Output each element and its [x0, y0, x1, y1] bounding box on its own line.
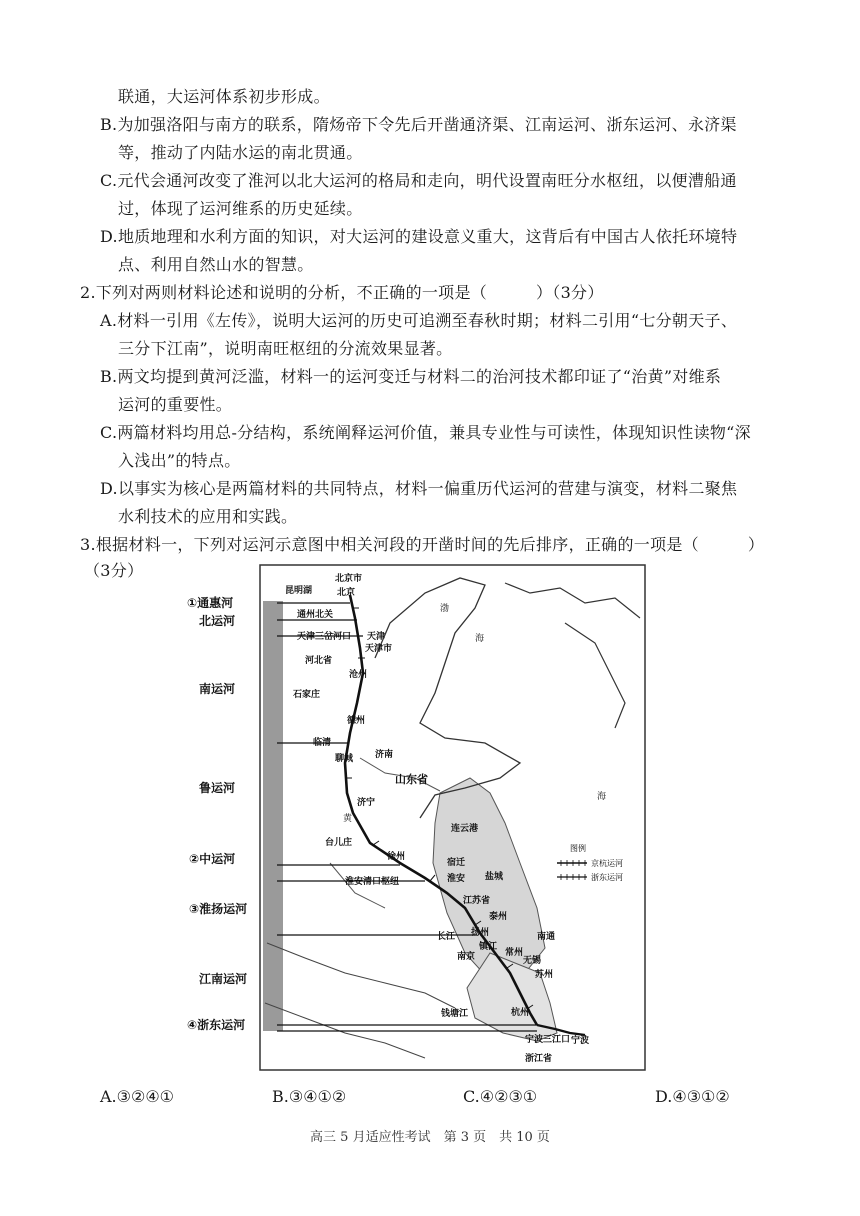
text-line: 联通，大运河体系初步形成。 [118, 87, 330, 106]
place-label: 济南 [375, 750, 394, 760]
place-label: 北京 [337, 588, 356, 598]
text-line: B.两文均提到黄河泛滥，材料一的运河变迁与材料二的治河技术都印证了“治黄”对维系 [100, 367, 722, 386]
place-label: 南通 [537, 932, 556, 942]
segment-label: ④浙东运河 [187, 1018, 246, 1032]
place-label: 江苏省 [463, 896, 491, 906]
place-label: 淮安 [447, 874, 466, 884]
text-line: A.材料一引用《左传》，说明大运河的历史可追溯至春秋时期；材料二引用“七分朝天子、 [100, 311, 738, 330]
place-label: 长江 [437, 932, 456, 942]
text-line: 入浅出”的特点。 [118, 451, 241, 470]
place-label: 聊城 [335, 754, 354, 764]
place-label: 临清 [313, 738, 332, 748]
place-label: 天津市 [365, 644, 393, 654]
text-line: D.地质地理和水利方面的知识，对大运河的建设意义重大，这背后有中国古人依托环境特 [100, 227, 738, 246]
place-label: 镇江 [479, 942, 498, 952]
text-line: 3.根据材料一，下列对运河示意图中相关河段的开凿时间的先后排序，正确的一项是（ ） [80, 535, 765, 554]
place-label: 昆明湖 [285, 586, 313, 596]
place-label: 台儿庄 [325, 838, 353, 848]
place-label: 海 [475, 634, 485, 644]
place-label: 盐城 [485, 872, 504, 882]
legend-item: 京杭运河 [591, 859, 623, 868]
place-label: 宁波三江口 [525, 1035, 571, 1045]
answer-option-c[interactable]: C.④②③① [463, 1087, 538, 1106]
segment-label: ②中运河 [189, 852, 236, 866]
legend-item: 浙东运河 [591, 873, 623, 882]
place-label: 杭州 [511, 1008, 530, 1018]
place-label: 南京 [457, 952, 476, 962]
place-label: 连云港 [451, 824, 479, 834]
text-line: 运河的重要性。 [118, 395, 233, 414]
place-label: 石家庄 [293, 690, 321, 700]
segment-label: 北运河 [199, 614, 236, 628]
text-line: 水利技术的应用和实践。 [118, 507, 298, 526]
text-line: C.元代会通河改变了淮河以北大运河的格局和走向，明代设置南旺分水枢纽，以便漕船通 [100, 171, 737, 190]
place-label: 渤 [440, 604, 450, 614]
place-label: 济宁 [357, 798, 376, 808]
place-label: 宁波 [571, 1036, 590, 1046]
text-line: 点、利用自然山水的智慧。 [118, 255, 314, 274]
segment-label: ③淮扬运河 [189, 902, 248, 916]
place-label: 天津三岔河口 [297, 632, 352, 642]
place-label: 德州 [347, 716, 366, 726]
segment-label: ①通惠河 [187, 596, 234, 610]
text-line: （3分） [84, 561, 144, 580]
place-label: 浙江省 [525, 1054, 553, 1064]
place-label: 钱塘江 [441, 1009, 469, 1019]
text-line: 过，体现了运河维系的历史延续。 [118, 199, 363, 218]
segment-label: 鲁运河 [199, 781, 236, 795]
place-label: 无锡 [523, 956, 542, 966]
place-label: 泰州 [489, 912, 508, 922]
place-label: 沧州 [349, 670, 368, 680]
place-label: 徐州 [387, 852, 406, 862]
place-label: 天津 [367, 632, 386, 642]
answer-option-b[interactable]: B.③④①② [272, 1087, 347, 1106]
place-label: 扬州 [471, 928, 490, 938]
place-label: 北京市 [335, 574, 363, 584]
page-footer: 高三 5 月适应性考试 第 3 页 共 10 页 [310, 1130, 550, 1145]
text-line: 等，推动了内陆水运的南北贯通。 [118, 143, 363, 162]
canal-map [185, 563, 647, 1073]
place-label: 山东省 [395, 773, 428, 786]
place-label: 河北省 [305, 656, 333, 666]
place-label: 苏州 [535, 970, 554, 980]
text-line: 2.下列对两则材料论述和说明的分析，不正确的一项是（ ）（3分） [80, 283, 604, 302]
text-line: 三分下江南”，说明南旺枢纽的分流效果显著。 [118, 339, 453, 358]
segment-label: 南运河 [199, 682, 236, 696]
text-line: B.为加强洛阳与南方的联系，隋炀帝下令先后开凿通济渠、江南运河、浙东运河、永济渠 [100, 115, 737, 134]
text-line: C.两篇材料均用总-分结构，系统阐释运河价值，兼具专业性与可读性，体现知识性读物“深 [100, 423, 751, 442]
segment-label: 江南运河 [199, 972, 248, 986]
legend-title: 图例 [570, 844, 586, 853]
place-label: 黄 [343, 814, 353, 824]
place-label: 海 [597, 792, 607, 802]
place-label: 宿迁 [447, 858, 466, 868]
place-label: 淮安清口枢纽 [345, 877, 400, 887]
place-label: 通州北关 [297, 610, 334, 620]
answer-option-d[interactable]: D.④③①② [655, 1087, 730, 1106]
text-line: D.以事实为核心是两篇材料的共同特点，材料一偏重历代运河的营建与演变，材料二聚焦 [100, 479, 738, 498]
place-label: 常州 [505, 948, 524, 958]
answer-option-a[interactable]: A.③②④① [100, 1087, 175, 1106]
